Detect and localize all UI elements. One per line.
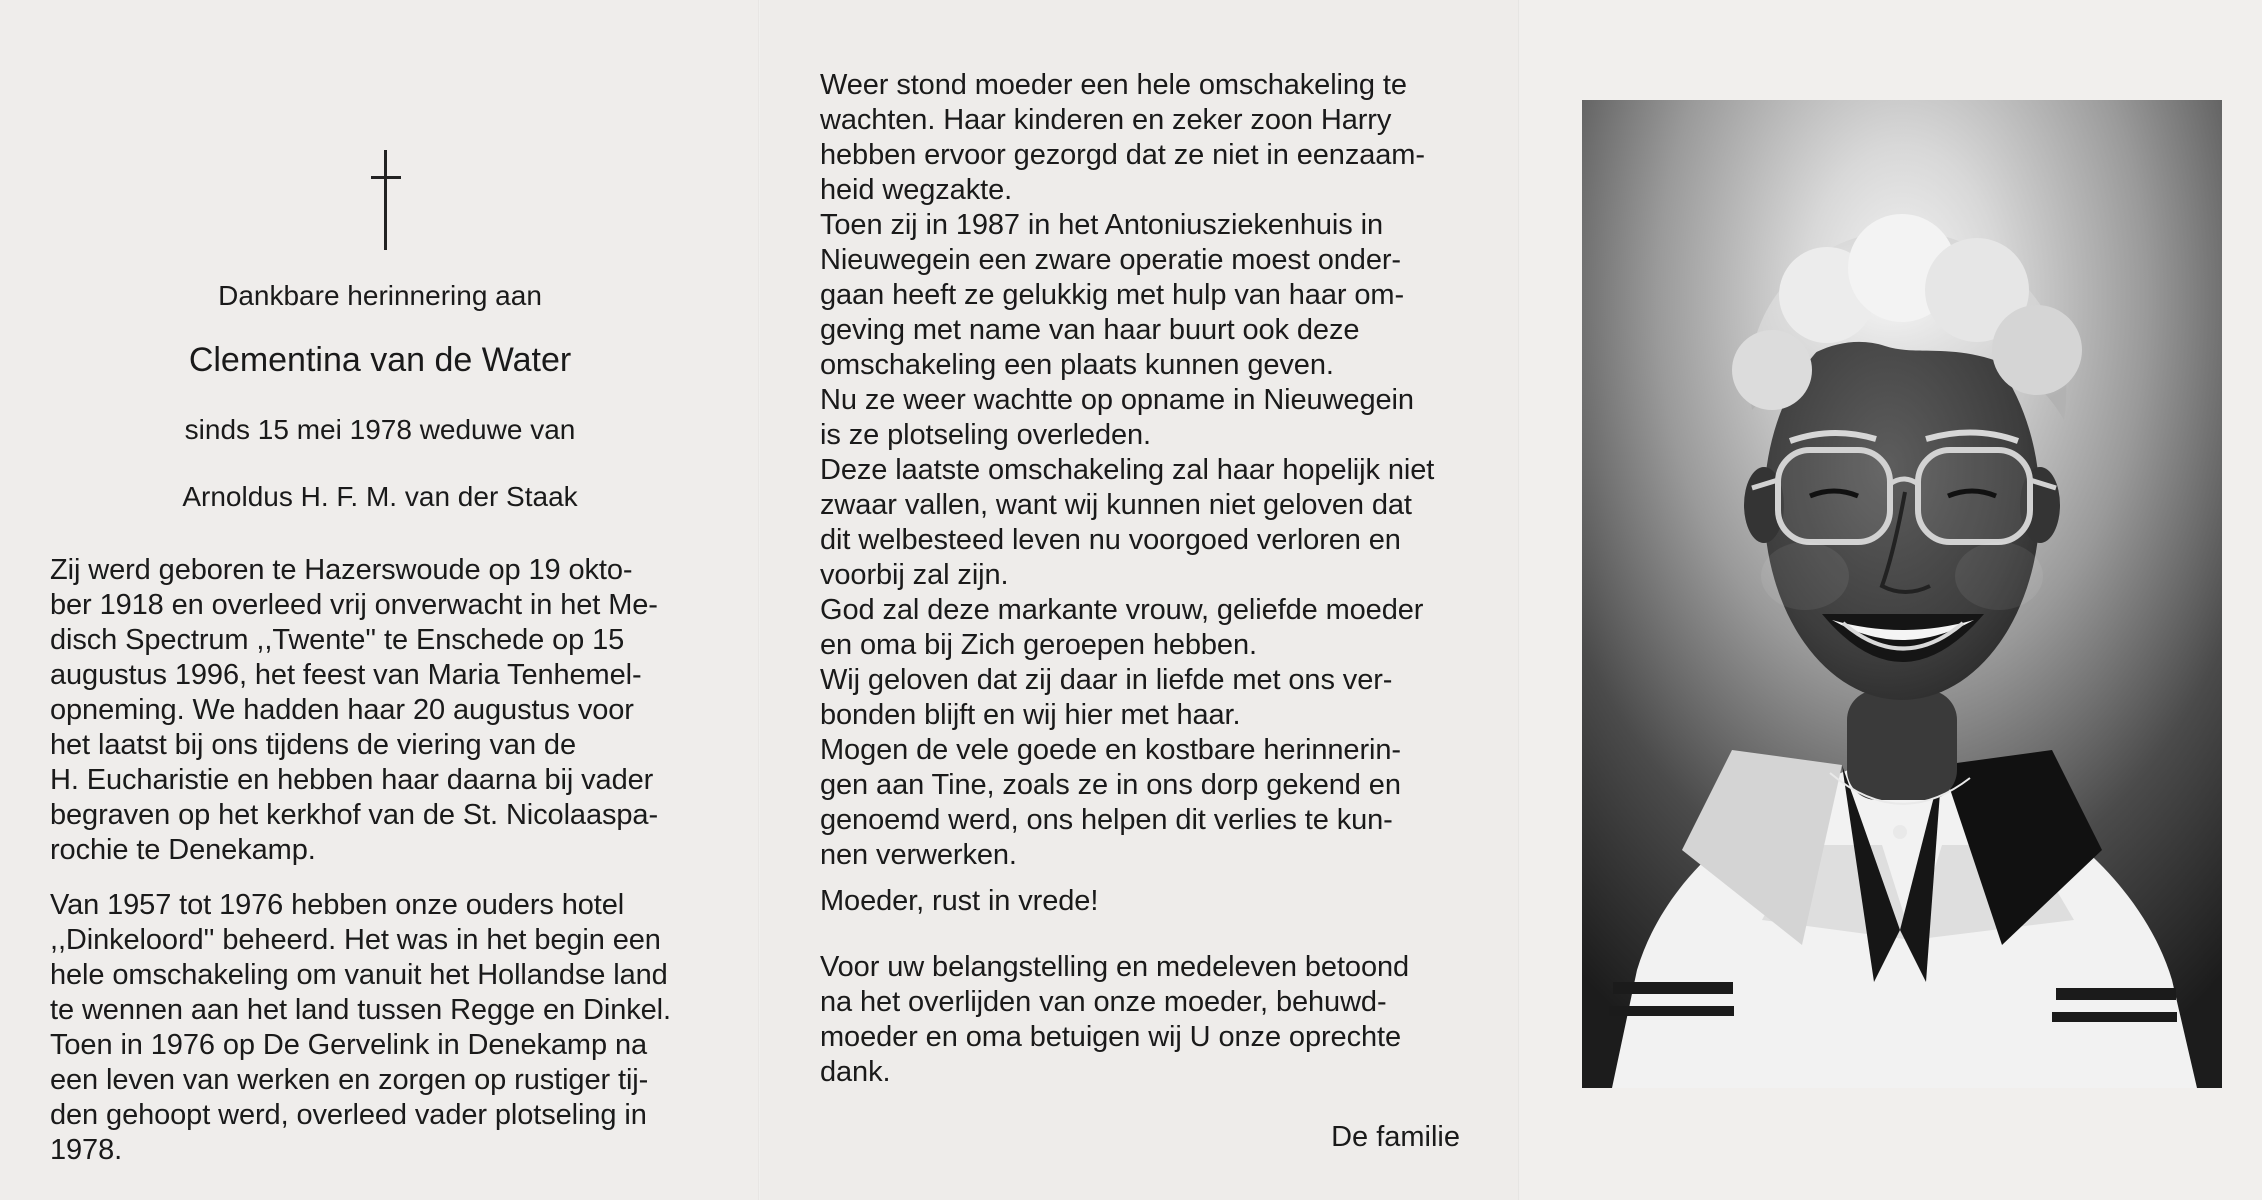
family-signature: De familie [1331, 1121, 1460, 1153]
farewell-line: Moeder, rust in vrede! [820, 885, 1099, 917]
deceased-name: Clementina van de Water [188, 341, 572, 379]
cross-icon [371, 150, 401, 250]
biography-paragraph-2: Van 1957 tot 1976 hebben onze ouders hotel ,,Dinkeloord'' beheerd. Het was in het begin een hele omschakeling om vanuit het Hollandse land te wennen aan het land tussen Regge en Dinkel. Toen in 1976 op De Gervelink in Denekamp na een leven van werken en zorgen op rustiger tij- den gehoopt werd, overleed vader plotseling in 1978. [50, 889, 671, 1166]
biography-paragraph-1: Zij werd geboren te Hazerswoude op 19 okto- ber 1918 en overleed vrij onverwacht in het Me- disch Spectrum ,,Twente'' te Enschede op 15 augustus 1996, het feest van Maria Tenhemel- opneming. We hadden haar 20 augustus voor het laatst bij ons tijdens de viering van de H. Eucharistie en hebben haar daarna bij vader begraven op het kerkhof van de St. Nicolaaspa- rochie te Denekamp. [50, 554, 658, 866]
dedication-heading: Dankbare herinnering aan [218, 280, 542, 311]
fold-line-left [758, 0, 760, 1200]
portrait-illustration [1582, 100, 2222, 1088]
thanks-paragraph: Voor uw belangstelling en medeleven betoond na het overlijden van onze moeder, behuwd- moeder en oma betuigen wij U onze oprechte dank. [820, 951, 1410, 1088]
widow-line: sinds 15 mei 1978 weduwe van [184, 414, 576, 445]
husband-name: Arnoldus H. F. M. van der Staak [182, 481, 578, 512]
fold-line-right [1518, 0, 1520, 1200]
portrait-photo [1582, 100, 2222, 1088]
biography-paragraph-3: Weer stond moeder een hele omschakeling te wachten. Haar kinderen en zeker zoon Harry hebben ervoor gezorgd dat ze niet in eenzaam- heid wegzakte. Toen zij in 1987 in het Antoniusziekenhuis in Nieuwegein een zware operatie moest onder- gaan heeft ze gelukkig met hulp van haar om- geving met name van haar buurt ook deze omschakeling een plaats kunnen geven. Nu ze weer wachtte op opname in Nieuwegein is ze plotseling overleden. Deze laatste omschakeling zal haar hopelijk niet zwaar vallen, want wij kunnen niet geloven dat dit welbesteed leven nu voorgoed verloren en voorbij zal zijn. God zal deze markante vrouw, geliefde moeder en oma bij Zich geroepen hebben. Wij geloven dat zij daar in liefde met ons ver- bonden blijft en wij hier met haar. Mogen de vele goede en kostbare herinnerin- gen aan Tine, zoals ze in ons dorp gekend en genoemd werd, ons helpen dit verlies te kun- nen verwerken. [820, 69, 1435, 871]
